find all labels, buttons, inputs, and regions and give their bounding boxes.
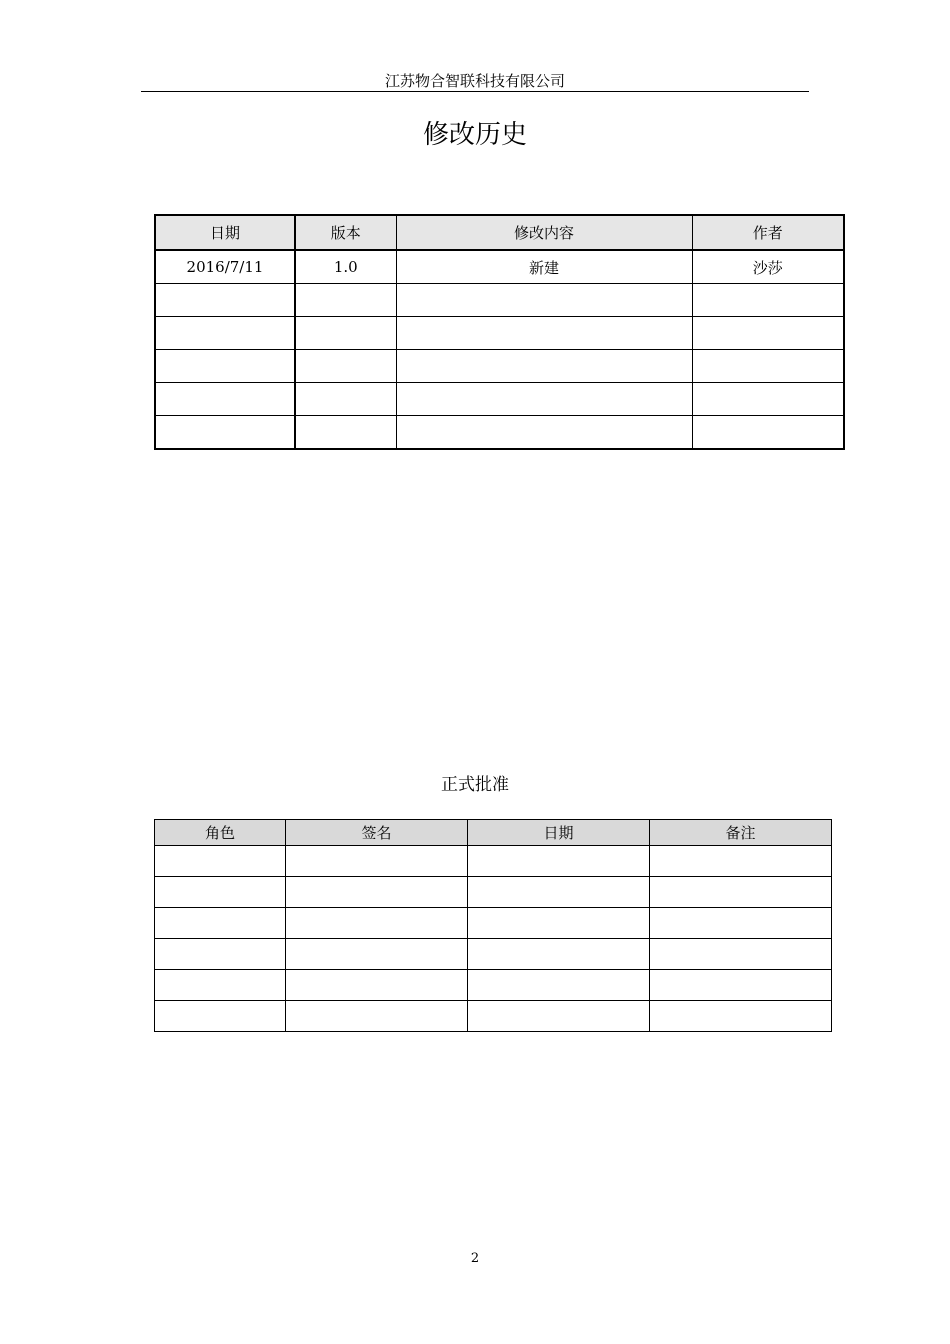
- table-cell: [155, 284, 295, 317]
- table-header-row: [155, 820, 832, 846]
- table-cell: [155, 939, 286, 970]
- table-cell: [396, 383, 692, 416]
- table-row: [155, 970, 832, 1001]
- table-cell: [396, 317, 692, 350]
- column-header: 备注: [650, 820, 832, 846]
- table-cell: [692, 416, 844, 450]
- page-header-company: 江苏物合智联科技有限公司: [384, 72, 565, 90]
- page-title: 修改历史: [422, 120, 527, 150]
- table-cell: [692, 350, 844, 383]
- table-cell: [155, 317, 295, 350]
- table-cell: [155, 846, 286, 877]
- page-number: 2: [470, 1251, 480, 1266]
- table-cell: [155, 350, 295, 383]
- table-cell: [650, 970, 832, 1001]
- table-cell: [286, 939, 468, 970]
- table-row: [155, 846, 832, 877]
- header-rule: [141, 91, 809, 92]
- table-cell: [155, 416, 295, 450]
- table-cell: [468, 877, 650, 908]
- table-cell: [295, 317, 396, 350]
- table-cell: [650, 1001, 832, 1032]
- table-cell: [692, 284, 844, 317]
- table-cell: [650, 846, 832, 877]
- table-cell: [155, 1001, 286, 1032]
- table-cell: [155, 970, 286, 1001]
- table-row: [155, 416, 844, 450]
- table-row: [155, 317, 844, 350]
- column-header: 作者: [692, 215, 844, 250]
- table-cell: [692, 383, 844, 416]
- table-row: [155, 1001, 832, 1032]
- table-cell: [396, 350, 692, 383]
- table-cell: [155, 383, 295, 416]
- table-cell: [468, 939, 650, 970]
- table-cell: 沙莎: [692, 250, 844, 284]
- table-row: [155, 383, 844, 416]
- table-cell: [396, 416, 692, 450]
- table-cell: 2016/7/11: [155, 250, 295, 284]
- table-cell: [286, 877, 468, 908]
- approval-title: 正式批准: [441, 775, 509, 795]
- table-cell: [286, 1001, 468, 1032]
- approval-table: [154, 819, 832, 1032]
- table-cell: [286, 846, 468, 877]
- table-cell: [295, 284, 396, 317]
- table-row: [155, 908, 832, 939]
- revision-history-table: [154, 214, 845, 450]
- table-cell: 1.0: [295, 250, 396, 284]
- table-cell: [286, 970, 468, 1001]
- column-header: 角色: [155, 820, 286, 846]
- table-cell: [650, 877, 832, 908]
- column-header: 版本: [295, 215, 396, 250]
- table-cell: [468, 970, 650, 1001]
- table-row: [155, 284, 844, 317]
- table-cell: [650, 939, 832, 970]
- column-header: 日期: [155, 215, 295, 250]
- table-cell: [650, 908, 832, 939]
- table-cell: [286, 908, 468, 939]
- column-header: 签名: [286, 820, 468, 846]
- table-row: [155, 939, 832, 970]
- table-cell: [468, 846, 650, 877]
- table-cell: [155, 908, 286, 939]
- table-cell: [155, 877, 286, 908]
- table-row: [155, 350, 844, 383]
- table-cell: 新建: [396, 250, 692, 284]
- table-cell: [468, 908, 650, 939]
- table-cell: [692, 317, 844, 350]
- table-cell: [468, 1001, 650, 1032]
- table-cell: [295, 350, 396, 383]
- table-header-row: [155, 215, 844, 250]
- column-header: 日期: [468, 820, 650, 846]
- column-header: 修改内容: [396, 215, 692, 250]
- table-cell: [295, 416, 396, 450]
- table-cell: [295, 383, 396, 416]
- table-row: [155, 250, 844, 284]
- table-row: [155, 877, 832, 908]
- table-cell: [396, 284, 692, 317]
